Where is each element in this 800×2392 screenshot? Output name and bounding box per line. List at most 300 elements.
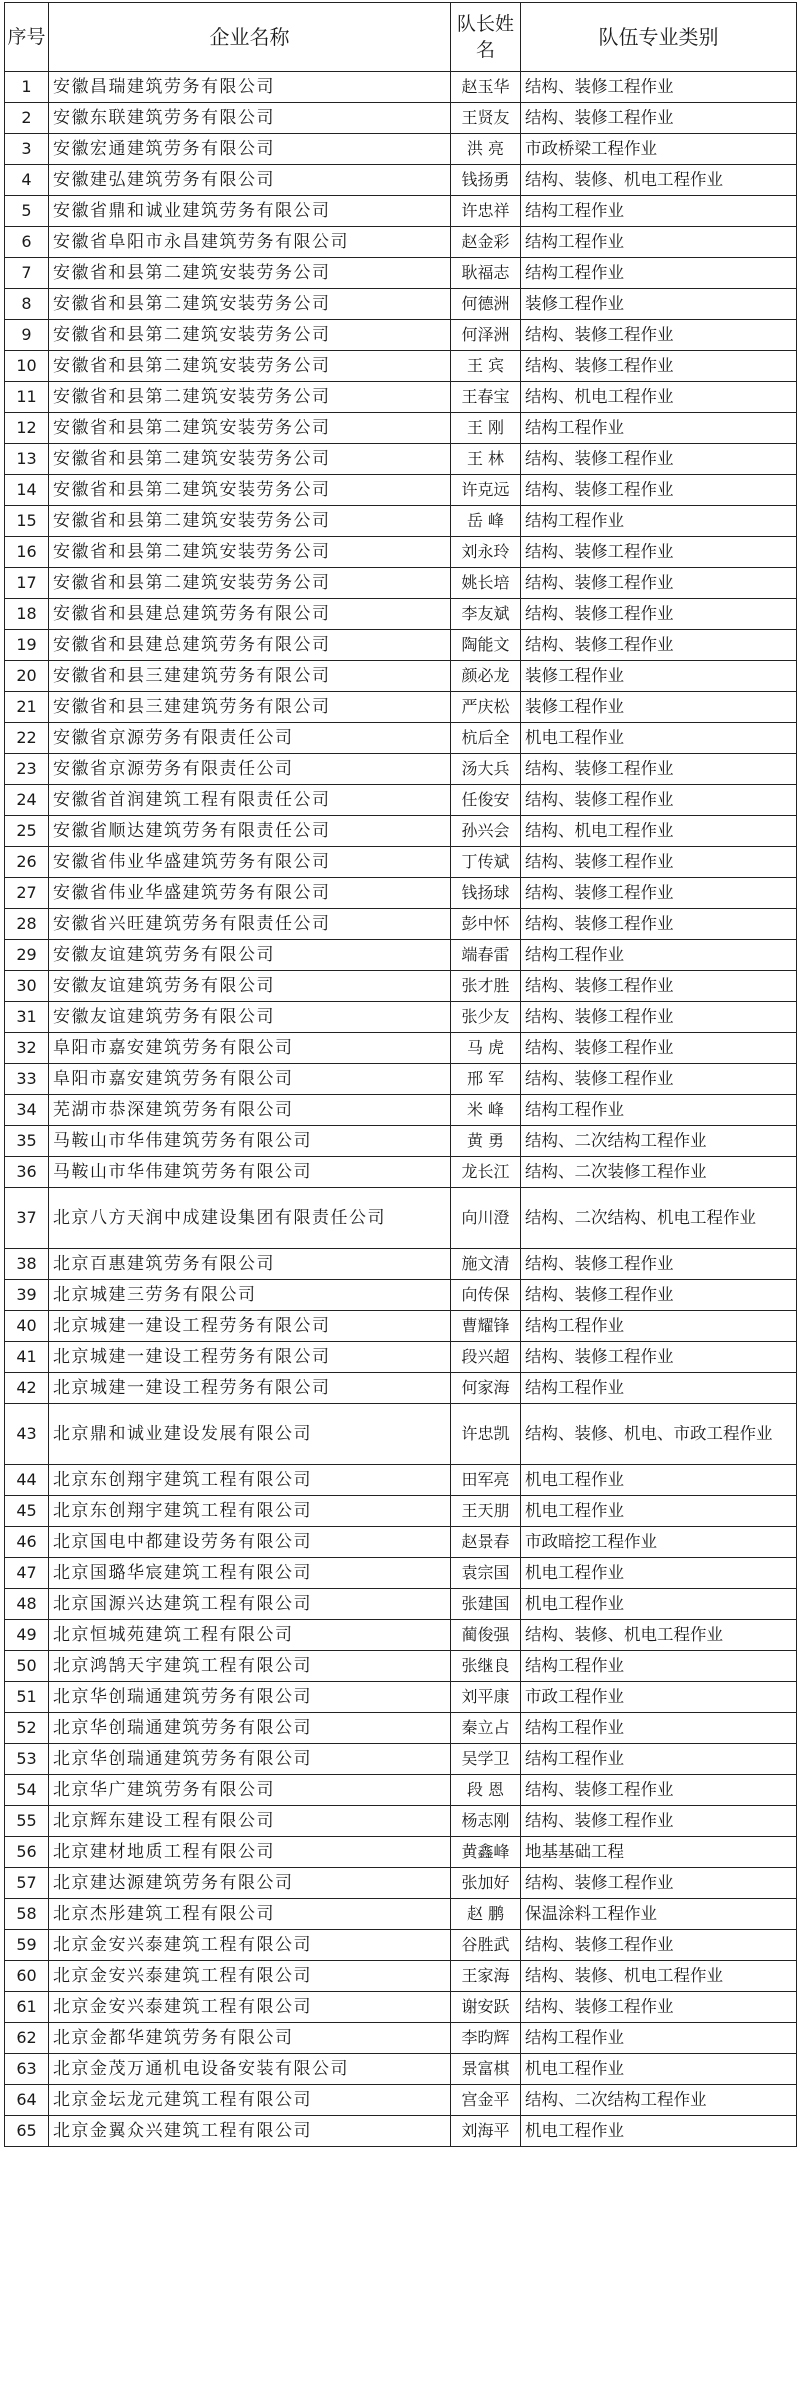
leader-name-cell: 宫金平 <box>451 2085 521 2116</box>
leader-name-cell: 李友斌 <box>451 599 521 630</box>
team-category-cell: 结构、装修工程作业 <box>521 1064 797 1095</box>
table-body <box>5 72 797 2147</box>
table-row <box>5 1002 797 1033</box>
serial-number-cell: 39 <box>5 1280 49 1311</box>
leader-name-cell: 蔺俊强 <box>451 1620 521 1651</box>
table-row <box>5 1837 797 1868</box>
company-name-cell: 北京杰彤建筑工程有限公司 <box>49 1899 451 1930</box>
leader-name-cell: 丁传斌 <box>451 847 521 878</box>
team-category-cell: 机电工程作业 <box>521 1589 797 1620</box>
team-category-cell: 市政桥梁工程作业 <box>521 134 797 165</box>
serial-number-cell: 12 <box>5 413 49 444</box>
serial-number-cell: 13 <box>5 444 49 475</box>
team-category-cell: 结构、装修工程作业 <box>521 1033 797 1064</box>
table-row <box>5 1558 797 1589</box>
team-category-cell: 结构、装修工程作业 <box>521 537 797 568</box>
leader-name-cell: 李昀辉 <box>451 2023 521 2054</box>
team-category-cell: 结构、装修工程作业 <box>521 878 797 909</box>
team-category-cell: 结构、装修工程作业 <box>521 1280 797 1311</box>
leader-name-cell: 景富棋 <box>451 2054 521 2085</box>
table-row <box>5 537 797 568</box>
team-category-cell: 结构工程作业 <box>521 1373 797 1404</box>
leader-name-cell: 彭中怀 <box>451 909 521 940</box>
serial-number-cell: 6 <box>5 227 49 258</box>
company-name-cell: 北京华广建筑劳务有限公司 <box>49 1775 451 1806</box>
leader-name-cell: 陶能文 <box>451 630 521 661</box>
serial-number-cell: 15 <box>5 506 49 537</box>
team-category-cell: 结构、装修工程作业 <box>521 754 797 785</box>
table-header <box>5 3 797 72</box>
serial-number-cell: 25 <box>5 816 49 847</box>
company-name-cell: 北京金坛龙元建筑工程有限公司 <box>49 2085 451 2116</box>
leader-name-cell: 谢安跃 <box>451 1992 521 2023</box>
table-row <box>5 1744 797 1775</box>
serial-number-cell: 33 <box>5 1064 49 1095</box>
company-name-cell: 安徽省和县第二建筑安装劳务公司 <box>49 444 451 475</box>
team-category-cell: 机电工程作业 <box>521 2054 797 2085</box>
company-name-cell: 北京国电中都建设劳务有限公司 <box>49 1527 451 1558</box>
table-row <box>5 1775 797 1806</box>
company-name-cell: 北京国璐华宸建筑工程有限公司 <box>49 1558 451 1589</box>
leader-name-cell: 王 刚 <box>451 413 521 444</box>
company-name-cell: 安徽省和县第二建筑安装劳务公司 <box>49 413 451 444</box>
serial-number-cell: 55 <box>5 1806 49 1837</box>
table-row <box>5 2116 797 2147</box>
table-row <box>5 1899 797 1930</box>
table-row <box>5 196 797 227</box>
company-name-cell: 北京百惠建筑劳务有限公司 <box>49 1249 451 1280</box>
company-name-cell: 马鞍山市华伟建筑劳务有限公司 <box>49 1157 451 1188</box>
company-name-cell: 北京恒城苑建筑工程有限公司 <box>49 1620 451 1651</box>
table-row <box>5 1806 797 1837</box>
serial-number-cell: 9 <box>5 320 49 351</box>
table-row <box>5 630 797 661</box>
serial-number-cell: 60 <box>5 1961 49 1992</box>
team-category-cell: 结构工程作业 <box>521 1744 797 1775</box>
team-category-cell: 结构工程作业 <box>521 1311 797 1342</box>
team-category-cell: 结构工程作业 <box>521 2023 797 2054</box>
table-row <box>5 878 797 909</box>
table-row <box>5 940 797 971</box>
team-category-cell: 结构、装修工程作业 <box>521 847 797 878</box>
team-category-cell: 结构、二次结构工程作业 <box>521 2085 797 2116</box>
leader-name-cell: 杭后全 <box>451 723 521 754</box>
table-row <box>5 72 797 103</box>
company-name-cell: 安徽省和县第二建筑安装劳务公司 <box>49 382 451 413</box>
table-row <box>5 1589 797 1620</box>
team-category-cell: 结构、装修工程作业 <box>521 1806 797 1837</box>
leader-name-cell: 王天朋 <box>451 1496 521 1527</box>
serial-number-cell: 7 <box>5 258 49 289</box>
team-category-cell: 结构、装修工程作业 <box>521 103 797 134</box>
company-name-cell: 北京金安兴泰建筑工程有限公司 <box>49 1961 451 1992</box>
serial-number-cell: 44 <box>5 1465 49 1496</box>
company-name-cell: 北京东创翔宇建筑工程有限公司 <box>49 1496 451 1527</box>
table-row <box>5 1713 797 1744</box>
serial-number-cell: 10 <box>5 351 49 382</box>
leader-name-cell: 刘平康 <box>451 1682 521 1713</box>
company-name-cell: 安徽省和县建总建筑劳务有限公司 <box>49 630 451 661</box>
serial-number-cell: 16 <box>5 537 49 568</box>
serial-number-cell: 28 <box>5 909 49 940</box>
leader-name-cell: 段 恩 <box>451 1775 521 1806</box>
leader-name-cell: 任俊安 <box>451 785 521 816</box>
serial-number-cell: 8 <box>5 289 49 320</box>
serial-number-cell: 53 <box>5 1744 49 1775</box>
leader-name-cell: 黄 勇 <box>451 1126 521 1157</box>
company-name-cell: 北京建达源建筑劳务有限公司 <box>49 1868 451 1899</box>
team-category-cell: 结构工程作业 <box>521 506 797 537</box>
company-name-cell: 北京华创瑞通建筑劳务有限公司 <box>49 1713 451 1744</box>
team-category-cell: 结构、装修工程作业 <box>521 351 797 382</box>
leader-name-cell: 向传保 <box>451 1280 521 1311</box>
leader-name-cell: 曹耀锋 <box>451 1311 521 1342</box>
serial-number-cell: 22 <box>5 723 49 754</box>
leader-name-cell: 王贤友 <box>451 103 521 134</box>
table-row <box>5 2085 797 2116</box>
table-row <box>5 320 797 351</box>
table-row <box>5 1496 797 1527</box>
serial-number-cell: 32 <box>5 1033 49 1064</box>
table-row <box>5 1620 797 1651</box>
company-name-cell: 安徽省伟业华盛建筑劳务有限公司 <box>49 878 451 909</box>
company-name-cell: 北京鼎和诚业建设发展有限公司 <box>49 1404 451 1465</box>
table-row <box>5 475 797 506</box>
table-row <box>5 413 797 444</box>
company-name-cell: 北京金安兴泰建筑工程有限公司 <box>49 1930 451 1961</box>
table-row <box>5 1465 797 1496</box>
serial-number-cell: 1 <box>5 72 49 103</box>
header-serial-number: 序号 <box>5 3 49 72</box>
serial-number-cell: 24 <box>5 785 49 816</box>
leader-name-cell: 赵 鹏 <box>451 1899 521 1930</box>
leader-name-cell: 杨志刚 <box>451 1806 521 1837</box>
team-category-cell: 保温涂料工程作业 <box>521 1899 797 1930</box>
leader-name-cell: 赵玉华 <box>451 72 521 103</box>
table-row <box>5 103 797 134</box>
team-category-cell: 结构、装修工程作业 <box>521 72 797 103</box>
serial-number-cell: 38 <box>5 1249 49 1280</box>
company-name-cell: 安徽省和县第二建筑安装劳务公司 <box>49 320 451 351</box>
leader-name-cell: 龙长江 <box>451 1157 521 1188</box>
leader-name-cell: 颜必龙 <box>451 661 521 692</box>
serial-number-cell: 65 <box>5 2116 49 2147</box>
table-row <box>5 1188 797 1249</box>
table-row <box>5 847 797 878</box>
company-name-cell: 芜湖市恭深建筑劳务有限公司 <box>49 1095 451 1126</box>
roster-table <box>4 2 797 2147</box>
company-name-cell: 阜阳市嘉安建筑劳务有限公司 <box>49 1064 451 1095</box>
serial-number-cell: 64 <box>5 2085 49 2116</box>
team-category-cell: 装修工程作业 <box>521 692 797 723</box>
team-category-cell: 结构工程作业 <box>521 1713 797 1744</box>
company-name-cell: 安徽友谊建筑劳务有限公司 <box>49 971 451 1002</box>
serial-number-cell: 54 <box>5 1775 49 1806</box>
leader-name-cell: 马 虎 <box>451 1033 521 1064</box>
table-row <box>5 289 797 320</box>
company-name-cell: 北京鸿鹄天宇建筑工程有限公司 <box>49 1651 451 1682</box>
serial-number-cell: 35 <box>5 1126 49 1157</box>
table-row <box>5 506 797 537</box>
leader-name-cell: 何泽洲 <box>451 320 521 351</box>
serial-number-cell: 47 <box>5 1558 49 1589</box>
serial-number-cell: 36 <box>5 1157 49 1188</box>
serial-number-cell: 14 <box>5 475 49 506</box>
company-name-cell: 北京城建一建设工程劳务有限公司 <box>49 1342 451 1373</box>
serial-number-cell: 43 <box>5 1404 49 1465</box>
leader-name-cell: 张建国 <box>451 1589 521 1620</box>
leader-name-cell: 孙兴会 <box>451 816 521 847</box>
serial-number-cell: 5 <box>5 196 49 227</box>
team-category-cell: 装修工程作业 <box>521 661 797 692</box>
serial-number-cell: 23 <box>5 754 49 785</box>
company-name-cell: 安徽省和县第二建筑安装劳务公司 <box>49 568 451 599</box>
table-row <box>5 165 797 196</box>
table-row <box>5 723 797 754</box>
table-row <box>5 351 797 382</box>
leader-name-cell: 洪 亮 <box>451 134 521 165</box>
team-category-cell: 地基基础工程 <box>521 1837 797 1868</box>
leader-name-cell: 张继良 <box>451 1651 521 1682</box>
leader-name-cell: 许克远 <box>451 475 521 506</box>
team-category-cell: 结构工程作业 <box>521 196 797 227</box>
team-category-cell: 结构、装修工程作业 <box>521 1930 797 1961</box>
company-name-cell: 北京华创瑞通建筑劳务有限公司 <box>49 1682 451 1713</box>
table-row <box>5 661 797 692</box>
leader-name-cell: 袁宗国 <box>451 1558 521 1589</box>
team-category-cell: 机电工程作业 <box>521 723 797 754</box>
company-name-cell: 北京辉东建设工程有限公司 <box>49 1806 451 1837</box>
leader-name-cell: 许忠凯 <box>451 1404 521 1465</box>
team-category-cell: 结构工程作业 <box>521 413 797 444</box>
serial-number-cell: 61 <box>5 1992 49 2023</box>
team-category-cell: 结构、装修工程作业 <box>521 475 797 506</box>
serial-number-cell: 42 <box>5 1373 49 1404</box>
serial-number-cell: 45 <box>5 1496 49 1527</box>
leader-name-cell: 向川澄 <box>451 1188 521 1249</box>
serial-number-cell: 52 <box>5 1713 49 1744</box>
company-name-cell: 北京八方天润中成建设集团有限责任公司 <box>49 1188 451 1249</box>
leader-name-cell: 张才胜 <box>451 971 521 1002</box>
team-category-cell: 结构、机电工程作业 <box>521 816 797 847</box>
table-row <box>5 1280 797 1311</box>
serial-number-cell: 31 <box>5 1002 49 1033</box>
serial-number-cell: 50 <box>5 1651 49 1682</box>
leader-name-cell: 王 林 <box>451 444 521 475</box>
leader-name-cell: 张少友 <box>451 1002 521 1033</box>
company-name-cell: 安徽省和县第二建筑安装劳务公司 <box>49 351 451 382</box>
leader-name-cell: 王春宝 <box>451 382 521 413</box>
team-category-cell: 机电工程作业 <box>521 1558 797 1589</box>
table-row <box>5 1342 797 1373</box>
team-category-cell: 结构、装修工程作业 <box>521 1342 797 1373</box>
table-row <box>5 1373 797 1404</box>
table-row <box>5 1033 797 1064</box>
table-row <box>5 1157 797 1188</box>
header-team-category: 队伍专业类别 <box>521 3 797 72</box>
team-category-cell: 结构、装修、机电工程作业 <box>521 165 797 196</box>
team-category-cell: 装修工程作业 <box>521 289 797 320</box>
leader-name-cell: 邢 军 <box>451 1064 521 1095</box>
header-leader-name: 队长姓名 <box>451 3 521 72</box>
team-category-cell: 结构、装修工程作业 <box>521 1775 797 1806</box>
team-category-cell: 结构工程作业 <box>521 1095 797 1126</box>
leader-name-cell: 米 峰 <box>451 1095 521 1126</box>
serial-number-cell: 18 <box>5 599 49 630</box>
table-row <box>5 1064 797 1095</box>
company-name-cell: 北京华创瑞通建筑劳务有限公司 <box>49 1744 451 1775</box>
leader-name-cell: 王家海 <box>451 1961 521 1992</box>
company-name-cell: 北京金都华建筑劳务有限公司 <box>49 2023 451 2054</box>
company-name-cell: 安徽省京源劳务有限责任公司 <box>49 723 451 754</box>
leader-name-cell: 岳 峰 <box>451 506 521 537</box>
leader-name-cell: 吴学卫 <box>451 1744 521 1775</box>
serial-number-cell: 2 <box>5 103 49 134</box>
table-row <box>5 1311 797 1342</box>
leader-name-cell: 谷胜武 <box>451 1930 521 1961</box>
team-category-cell: 市政暗挖工程作业 <box>521 1527 797 1558</box>
leader-name-cell: 张加好 <box>451 1868 521 1899</box>
team-category-cell: 结构、机电工程作业 <box>521 382 797 413</box>
leader-name-cell: 钱扬球 <box>451 878 521 909</box>
team-category-cell: 结构、装修工程作业 <box>521 1992 797 2023</box>
company-name-cell: 安徽东联建筑劳务有限公司 <box>49 103 451 134</box>
company-name-cell: 北京建材地质工程有限公司 <box>49 1837 451 1868</box>
leader-name-cell: 田军亮 <box>451 1465 521 1496</box>
serial-number-cell: 20 <box>5 661 49 692</box>
team-category-cell: 结构、装修、机电、市政工程作业 <box>521 1404 797 1465</box>
serial-number-cell: 34 <box>5 1095 49 1126</box>
team-category-cell: 结构、装修工程作业 <box>521 568 797 599</box>
table-row <box>5 599 797 630</box>
company-name-cell: 安徽省兴旺建筑劳务有限责任公司 <box>49 909 451 940</box>
leader-name-cell: 赵金彩 <box>451 227 521 258</box>
serial-number-cell: 51 <box>5 1682 49 1713</box>
company-name-cell: 安徽省和县第二建筑安装劳务公司 <box>49 258 451 289</box>
company-name-cell: 安徽省和县第二建筑安装劳务公司 <box>49 537 451 568</box>
table-row <box>5 1930 797 1961</box>
company-name-cell: 安徽省阜阳市永昌建筑劳务有限公司 <box>49 227 451 258</box>
company-name-cell: 安徽省顺达建筑劳务有限责任公司 <box>49 816 451 847</box>
table-row <box>5 258 797 289</box>
company-name-cell: 北京金安兴泰建筑工程有限公司 <box>49 1992 451 2023</box>
company-name-cell: 安徽省和县第二建筑安装劳务公司 <box>49 289 451 320</box>
table-row <box>5 816 797 847</box>
serial-number-cell: 30 <box>5 971 49 1002</box>
leader-name-cell: 端春雷 <box>451 940 521 971</box>
table-row <box>5 1651 797 1682</box>
table-row <box>5 971 797 1002</box>
serial-number-cell: 4 <box>5 165 49 196</box>
team-category-cell: 机电工程作业 <box>521 2116 797 2147</box>
leader-name-cell: 秦立占 <box>451 1713 521 1744</box>
leader-name-cell: 钱扬勇 <box>451 165 521 196</box>
team-category-cell: 结构、装修、机电工程作业 <box>521 1620 797 1651</box>
serial-number-cell: 29 <box>5 940 49 971</box>
company-name-cell: 北京东创翔宇建筑工程有限公司 <box>49 1465 451 1496</box>
table-row <box>5 1404 797 1465</box>
team-category-cell: 结构、装修工程作业 <box>521 909 797 940</box>
company-name-cell: 北京城建一建设工程劳务有限公司 <box>49 1311 451 1342</box>
table-row <box>5 134 797 165</box>
table-row <box>5 785 797 816</box>
company-name-cell: 安徽省京源劳务有限责任公司 <box>49 754 451 785</box>
header-row <box>5 3 797 72</box>
serial-number-cell: 48 <box>5 1589 49 1620</box>
company-name-cell: 马鞍山市华伟建筑劳务有限公司 <box>49 1126 451 1157</box>
leader-name-cell: 姚长培 <box>451 568 521 599</box>
company-name-cell: 安徽省和县第二建筑安装劳务公司 <box>49 506 451 537</box>
table-row <box>5 1126 797 1157</box>
team-category-cell: 结构、装修工程作业 <box>521 320 797 351</box>
team-category-cell: 结构、装修工程作业 <box>521 630 797 661</box>
company-name-cell: 北京金翼众兴建筑工程有限公司 <box>49 2116 451 2147</box>
team-category-cell: 结构、装修工程作业 <box>521 971 797 1002</box>
company-name-cell: 安徽省和县建总建筑劳务有限公司 <box>49 599 451 630</box>
table-row <box>5 1095 797 1126</box>
team-category-cell: 结构、装修工程作业 <box>521 444 797 475</box>
company-name-cell: 安徽省鼎和诚业建筑劳务有限公司 <box>49 196 451 227</box>
serial-number-cell: 41 <box>5 1342 49 1373</box>
company-name-cell: 安徽省和县三建建筑劳务有限公司 <box>49 692 451 723</box>
leader-name-cell: 严庆松 <box>451 692 521 723</box>
table-row <box>5 2054 797 2085</box>
company-name-cell: 安徽省伟业华盛建筑劳务有限公司 <box>49 847 451 878</box>
serial-number-cell: 59 <box>5 1930 49 1961</box>
table-row <box>5 692 797 723</box>
serial-number-cell: 63 <box>5 2054 49 2085</box>
table-row <box>5 227 797 258</box>
team-category-cell: 结构、二次装修工程作业 <box>521 1157 797 1188</box>
table-row <box>5 909 797 940</box>
team-category-cell: 结构工程作业 <box>521 227 797 258</box>
team-category-cell: 机电工程作业 <box>521 1465 797 1496</box>
serial-number-cell: 57 <box>5 1868 49 1899</box>
header-company-name: 企业名称 <box>49 3 451 72</box>
serial-number-cell: 3 <box>5 134 49 165</box>
company-name-cell: 北京国源兴达建筑工程有限公司 <box>49 1589 451 1620</box>
leader-name-cell: 赵景春 <box>451 1527 521 1558</box>
serial-number-cell: 49 <box>5 1620 49 1651</box>
serial-number-cell: 62 <box>5 2023 49 2054</box>
serial-number-cell: 17 <box>5 568 49 599</box>
serial-number-cell: 19 <box>5 630 49 661</box>
leader-name-cell: 刘海平 <box>451 2116 521 2147</box>
team-category-cell: 市政工程作业 <box>521 1682 797 1713</box>
team-category-cell: 结构、二次结构、机电工程作业 <box>521 1188 797 1249</box>
leader-name-cell: 施文清 <box>451 1249 521 1280</box>
serial-number-cell: 58 <box>5 1899 49 1930</box>
team-category-cell: 机电工程作业 <box>521 1496 797 1527</box>
leader-name-cell: 王 宾 <box>451 351 521 382</box>
team-category-cell: 结构工程作业 <box>521 940 797 971</box>
team-category-cell: 结构、装修、机电工程作业 <box>521 1961 797 1992</box>
company-name-cell: 安徽友谊建筑劳务有限公司 <box>49 940 451 971</box>
company-name-cell: 安徽省首润建筑工程有限责任公司 <box>49 785 451 816</box>
team-category-cell: 结构、二次结构工程作业 <box>521 1126 797 1157</box>
table-row <box>5 444 797 475</box>
team-category-cell: 结构、装修工程作业 <box>521 599 797 630</box>
leader-name-cell: 段兴超 <box>451 1342 521 1373</box>
serial-number-cell: 56 <box>5 1837 49 1868</box>
leader-name-cell: 汤大兵 <box>451 754 521 785</box>
company-name-cell: 阜阳市嘉安建筑劳务有限公司 <box>49 1033 451 1064</box>
serial-number-cell: 21 <box>5 692 49 723</box>
company-name-cell: 北京城建三劳务有限公司 <box>49 1280 451 1311</box>
table-row <box>5 1868 797 1899</box>
table-row <box>5 1527 797 1558</box>
table-row <box>5 1961 797 1992</box>
